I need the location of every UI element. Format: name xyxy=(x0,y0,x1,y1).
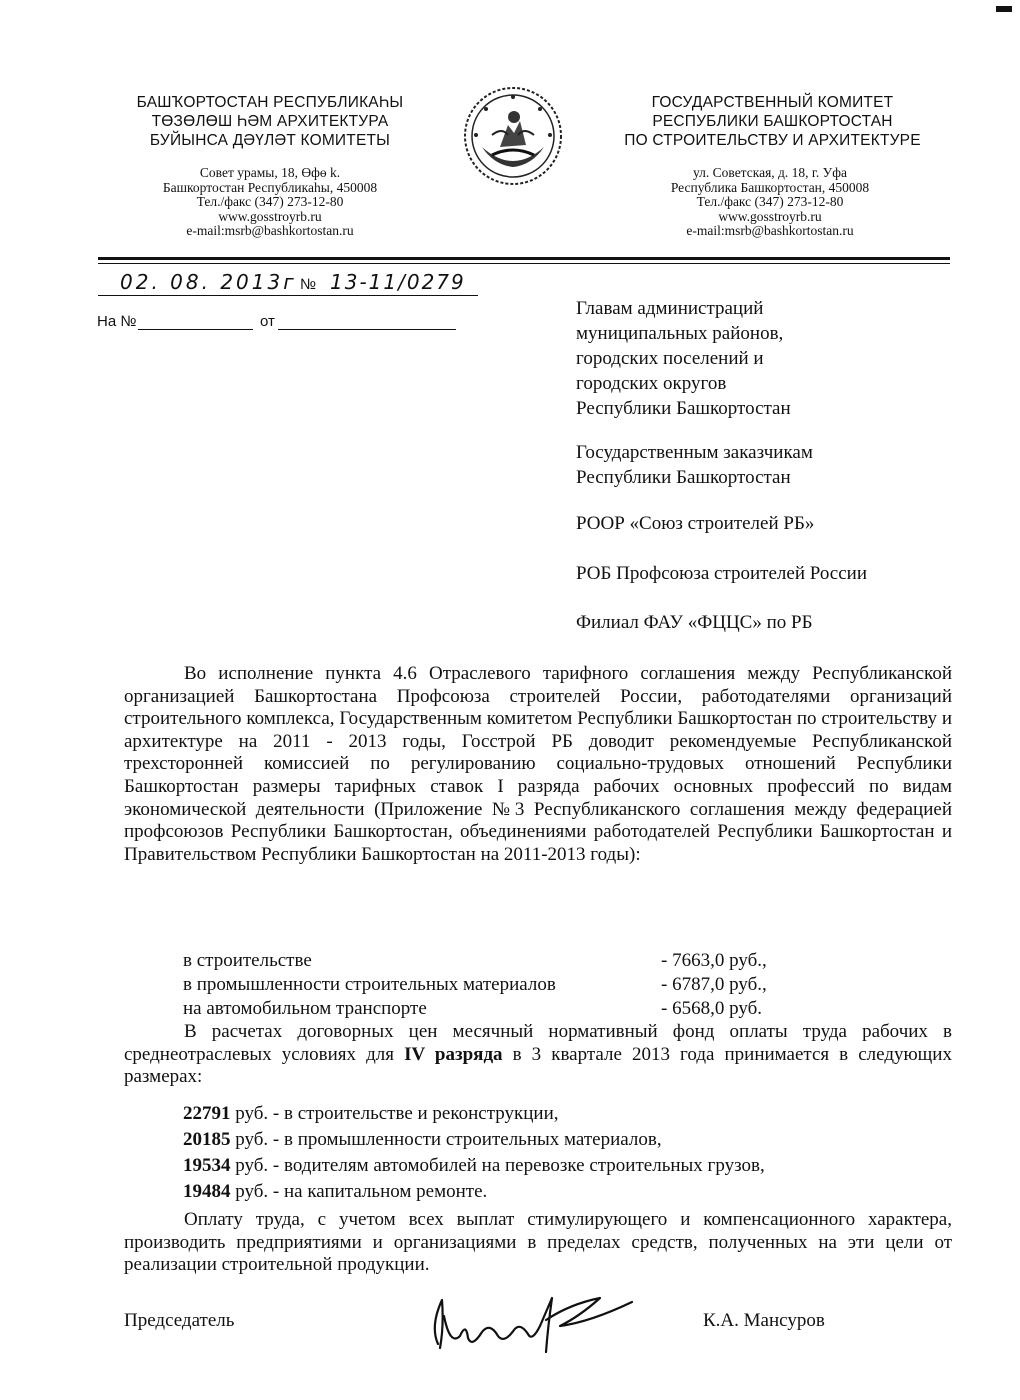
fund-row xyxy=(183,1129,662,1152)
rate-row xyxy=(183,998,823,1021)
signatory-title: Председатель xyxy=(124,1310,235,1331)
header-org-russian xyxy=(600,93,945,150)
addressee-line: Главам администраций xyxy=(576,298,764,319)
header-line: БУЙЫНСА ДӘҮЛӘТ КОМИТЕТЫ xyxy=(149,132,391,149)
fund-text: руб. - в промышленности строительных материалов, xyxy=(230,1129,662,1150)
addressee-line: Республики Башкортостан xyxy=(576,398,791,419)
registration-number: 13-11/0279 xyxy=(330,270,466,294)
address-line: www.gosstroyrb.ru xyxy=(718,208,822,224)
addressee-block-heads xyxy=(576,296,791,421)
header-line: ГОСУДАРСТВЕННЫЙ КОМИТЕТ xyxy=(651,94,894,111)
addressee-block-union xyxy=(576,511,814,536)
addressee-line: Филиал ФАУ «ФЦЦС» по РБ xyxy=(576,612,813,633)
body-closing-paragraph xyxy=(124,1209,952,1277)
rate-label: на автомобильном транспорте xyxy=(183,998,427,1019)
header-address-russian xyxy=(620,166,920,239)
body-intro-paragraph xyxy=(124,663,952,866)
intro-text: Во исполнение пункта 4.6 Отраслевого тарифного соглашения между Республиканской организацией Башкортостана Профсоюза строителей России, работодателями организаций строительного комплекса, Государственным комитетом Республики Башкортостан по строительству и архитектуре на 2011 - 2013 годы, Госстрой РБ доводит рекомендуемые Республиканской трехсторонней комиссией по регулированию социально-трудовых отношений Республики Башкортостан размеры тарифных ставок I разряда рабочих основных профессий по видам экономической деятельности (Приложение №3 Республиканского соглашения между федерацией профсоюзов Республики Башкортостан, объединениями работодателей Республики Башкортостан и Правительством Республики Башкортостан на 2011-2013 годы): xyxy=(124,663,952,865)
addressee-line: РОБ Профсоюза строителей России xyxy=(576,563,868,584)
rate-value: - 6787,0 руб., xyxy=(661,974,767,995)
address-line: Республика Башкортостан, 450008 xyxy=(670,179,870,195)
header-line: ТӨЗӨЛӨШ ҺӘМ АРХИТЕКТУРА xyxy=(151,113,389,130)
from-label: от xyxy=(260,313,275,330)
fund-intro-text: В расчетах договорных цен месячный нормативный фонд оплаты труда рабочих в среднеотраслевых условиях для xyxy=(124,1021,952,1065)
rate-label: в строительстве xyxy=(183,950,312,971)
fund-amount: 19484 xyxy=(183,1181,231,1202)
reply-to-label: На № xyxy=(97,313,137,330)
signatory-name: К.А. Мансуров xyxy=(703,1310,825,1331)
address-line: Тел./факс (347) 273-12-80 xyxy=(196,194,344,210)
header-org-bashkir xyxy=(100,93,440,150)
addressee-block-customers xyxy=(576,440,813,490)
coat-of-arms-emblem xyxy=(462,85,564,187)
address-line: Башкортостан Республикаһы, 450008 xyxy=(162,179,378,195)
fund-row xyxy=(183,1155,765,1178)
registration-number-label: № xyxy=(300,276,317,293)
addressee-line: городских округов xyxy=(576,373,727,394)
fund-text: руб. - водителям автомобилей на перевозке строительных грузов, xyxy=(230,1155,765,1176)
address-line: Совет урамы, 18, Өфө k. xyxy=(199,165,341,180)
from-blank xyxy=(278,329,456,330)
fund-amount: 19534 xyxy=(183,1155,231,1176)
fund-row xyxy=(183,1103,559,1126)
header-line: ПО СТРОИТЕЛЬСТВУ И АРХИТЕКТУРЕ xyxy=(624,132,921,149)
reply-to-blank xyxy=(138,329,253,330)
registration-underline xyxy=(98,295,478,296)
fund-text: руб. - на капитальном ремонте. xyxy=(230,1181,488,1202)
address-line: e-mail:msrb@bashkortostan.ru xyxy=(186,223,354,239)
rate-label: в промышленности строительных материалов xyxy=(183,974,556,995)
fund-intro-text: в 3 квартале 2013 года принимается в следующих размерах: xyxy=(124,1043,952,1088)
address-line: e-mail:msrb@bashkortostan.ru xyxy=(686,223,854,239)
fund-row xyxy=(183,1181,487,1204)
fund-amount: 20185 xyxy=(183,1129,231,1150)
addressee-line: муниципальных районов, xyxy=(576,323,784,344)
fund-text: руб. - в строительстве и реконструкции, xyxy=(230,1103,559,1124)
fund-intro-grade: IV разряда xyxy=(404,1043,503,1065)
rate-row xyxy=(183,950,823,973)
addressee-block-trade-union xyxy=(576,561,867,586)
header-address-bashkir xyxy=(115,166,425,239)
fund-amount: 22791 xyxy=(183,1103,231,1124)
body-fund-paragraph xyxy=(124,1021,952,1089)
addressee-line: РООР «Союз строителей РБ» xyxy=(576,513,815,534)
addressee-block-fau xyxy=(576,610,813,635)
address-line: Тел./факс (347) 273-12-80 xyxy=(696,194,844,210)
registration-date: 02. 08. 2013г xyxy=(120,270,297,294)
rate-value: - 7663,0 руб., xyxy=(661,950,767,971)
header-line: БАШҠОРТОСТАН РЕСПУБЛИКАҺЫ xyxy=(136,94,404,111)
closing-text: Оплату труда, с учетом всех выплат стимулирующего и компенсационного характера, производить предприятиями и организациями в пределах средств, полученных на эти цели от реализации строительной продукции. xyxy=(124,1209,952,1276)
addressee-line: Государственным заказчикам xyxy=(576,442,813,463)
fund-intro xyxy=(124,1021,952,1089)
rate-row xyxy=(183,974,823,997)
rate-value: - 6568,0 руб. xyxy=(661,998,762,1019)
addressee-line: городских поселений и xyxy=(576,348,764,369)
header-rule-thick xyxy=(98,257,950,260)
addressee-line: Республики Башкортостан xyxy=(576,467,791,488)
address-line: ул. Советская, д. 18, г. Уфа xyxy=(693,165,847,180)
header-line: РЕСПУБЛИКИ БАШКОРТОСТАН xyxy=(652,113,893,130)
handwritten-signature xyxy=(420,1286,650,1358)
header-rule-thin xyxy=(98,263,950,264)
corner-mark xyxy=(996,6,1012,12)
address-line: www.gosstroyrb.ru xyxy=(218,208,322,224)
